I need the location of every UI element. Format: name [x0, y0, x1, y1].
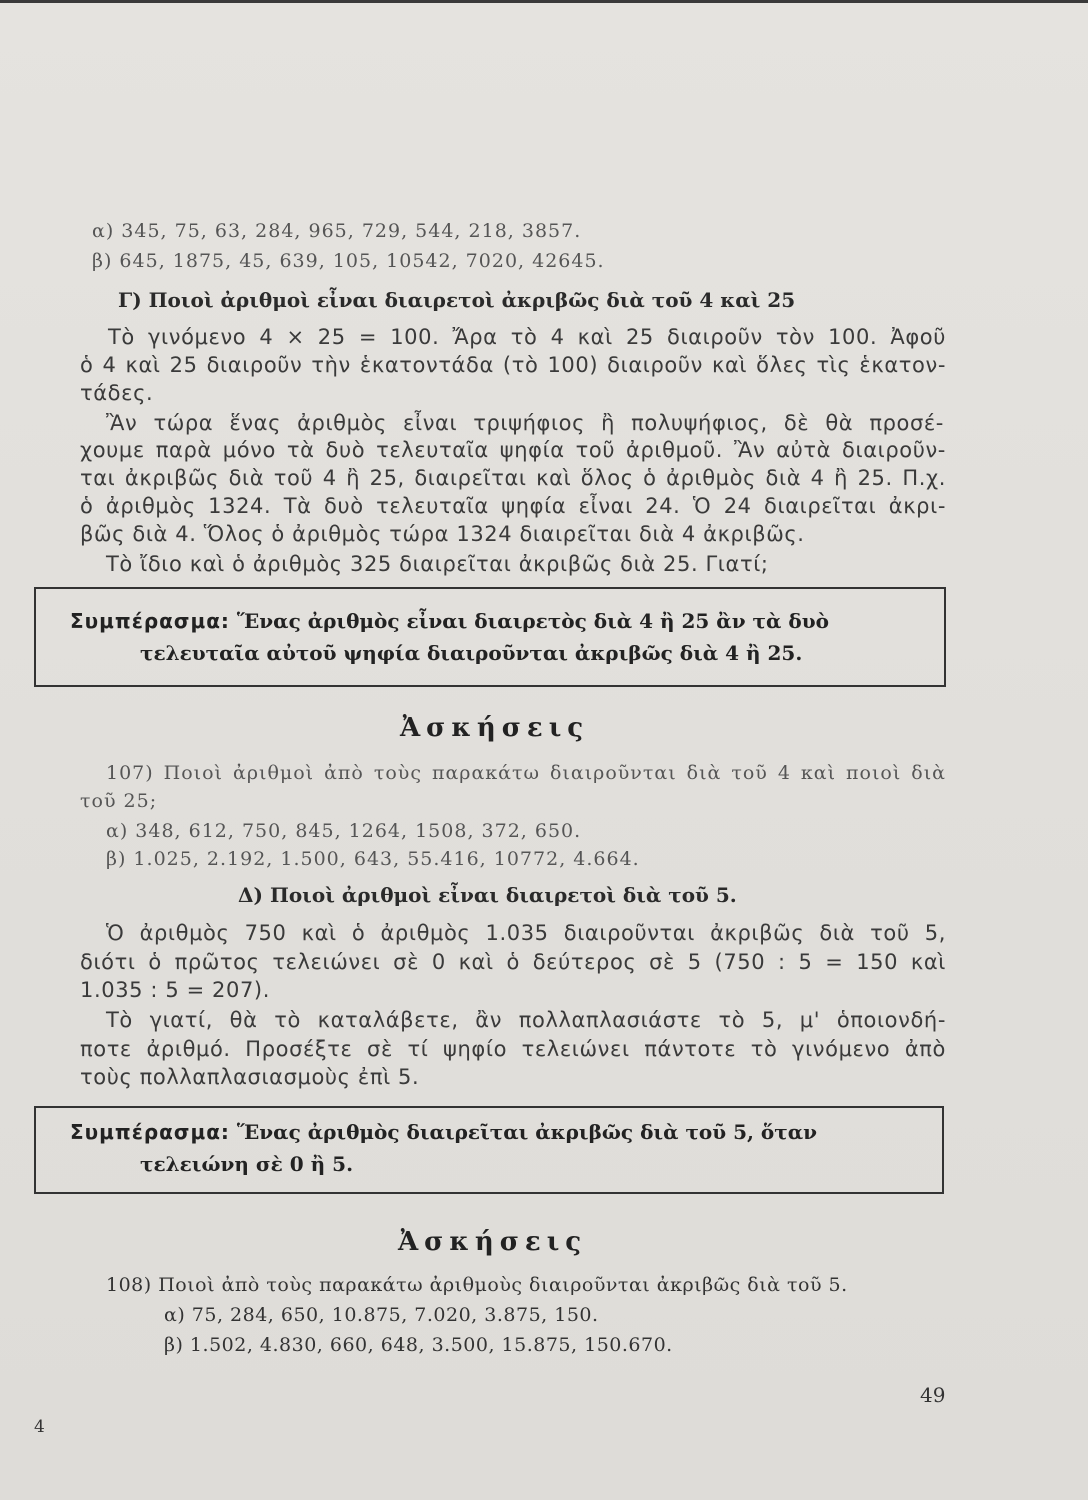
section-g-p2-line1: Ἂν τώρα ἕνας ἀριθμὸς εἶναι τριψήφιος ἢ πολυψήφιος, δὲ θὰ προσέ- [106, 411, 944, 435]
exercise-108-question: 108) Ποιοὶ ἀπὸ τοὺς παρακάτω ἀριθμοὺς διαιροῦνται ἀκριβῶς διὰ τοῦ 5. [106, 1274, 848, 1296]
conclusion-g-text1: Ἕνας ἀριθμὸς εἶναι διαιρετὸς διὰ 4 ἢ 25 ἂν τὰ δυὸ [236, 609, 829, 633]
section-d-p2-line3: τοὺς πολλαπλασιασμοὺς ἐπὶ 5. [80, 1065, 420, 1089]
exercise-107-a: α) 348, 612, 750, 845, 1264, 1508, 372, 650. [106, 820, 582, 842]
list-line-a: α) 345, 75, 63, 284, 965, 729, 544, 218, 3857. [92, 220, 582, 242]
section-d-p2-line1: Τὸ γιατί, θὰ τὸ καταλάβετε, ἂν πολλαπλασιάστε τὸ 5, μ' ὁποιονδή- [106, 1008, 946, 1032]
section-g-p2-line5: βῶς διὰ 4. Ὅλος ὁ ἀριθμὸς τώρα 1324 διαιρεῖται διὰ 4 ἀκριβῶς. [80, 522, 805, 546]
section-d-p2-line2: ποτε ἀριθμό. Προσέξτε σὲ τί ψηφίο τελειώνει πάντοτε τὸ γινόμενο ἀπὸ [80, 1037, 946, 1061]
section-g-p2-line2: χουμε παρὰ μόνο τὰ δυὸ τελευταῖα ψηφία τοῦ ἀριθμοῦ. Ἂν αὐτὰ διαιροῦν- [80, 438, 946, 462]
exercise-107-b: β) 1.025, 2.192, 1.500, 643, 55.416, 10772, 4.664. [106, 848, 640, 870]
section-d-p1-line3: 1.035 : 5 = 207). [80, 978, 271, 1002]
conclusion-d-line2: τελειώνη σὲ 0 ἢ 5. [140, 1152, 354, 1176]
conclusion-d-label: Συμπέρασμα: [70, 1120, 230, 1144]
exercise-108-b: β) 1.502, 4.830, 660, 648, 3.500, 15.875, 150.670. [164, 1334, 673, 1356]
conclusion-box-d [34, 1106, 944, 1194]
conclusion-g-label: Συμπέρασμα: [70, 609, 230, 633]
exercise-107-line1: 107) Ποιοὶ ἀριθμοὶ ἀπὸ τοὺς παρακάτω διαιροῦνται διὰ τοῦ 4 καὶ ποιοὶ διὰ [106, 762, 946, 784]
section-g-p2-line3: ται ἀκριβῶς διὰ τοῦ 4 ἢ 25, διαιρεῖται καὶ ὅλος ὁ ἀριθμὸς διὰ 4 ἢ 25. Π.χ. [80, 466, 946, 490]
section-g-p1-line3: τάδες. [80, 381, 154, 405]
list-line-b: β) 645, 1875, 45, 639, 105, 10542, 7020, 42645. [92, 250, 605, 272]
exercises-title-2: Ἀσκήσεις [398, 1227, 588, 1257]
exercise-107-line2: τοῦ 25; [80, 790, 158, 812]
conclusion-g-line2: τελευταῖα αὐτοῦ ψηφία διαιροῦνται ἀκριβῶς διὰ 4 ἢ 25. [140, 641, 803, 665]
section-g-p1-line2: ὁ 4 καὶ 25 διαιροῦν τὴν ἑκατοντάδα (τὸ 100) διαιροῦν καὶ ὅλες τὶς ἑκατον- [80, 353, 946, 377]
section-d-p1-line1: Ὁ ἀριθμὸς 750 καὶ ὁ ἀριθμὸς 1.035 διαιροῦνται ἀκριβῶς διὰ τοῦ 5, [106, 921, 946, 945]
page-number: 49 [920, 1383, 946, 1407]
conclusion-d-text1: Ἕνας ἀριθμὸς διαιρεῖται ἀκριβῶς διὰ τοῦ 5, ὅταν [236, 1120, 817, 1144]
exercise-108-a: α) 75, 284, 650, 10.875, 7.020, 3.875, 150. [164, 1304, 599, 1326]
section-d-heading: Δ) Ποιοὶ ἀριθμοὶ εἶναι διαιρετοὶ διὰ τοῦ 5. [238, 883, 737, 907]
section-g-p3: Τὸ ἴδιο καὶ ὁ ἀριθμὸς 325 διαιρεῖται ἀκριβῶς διὰ 25. Γιατί; [106, 552, 769, 576]
signature-mark: 4 [34, 1417, 45, 1437]
section-d-p1-line2: διότι ὁ πρῶτος τελειώνει σὲ 0 καὶ ὁ δεύτερος σὲ 5 (750 : 5 = 150 καὶ [80, 950, 946, 974]
section-g-p2-line4: ὁ ἀριθμὸς 1324. Τὰ δυὸ τελευταῖα ψηφία εἶναι 24. Ὁ 24 διαιρεῖται ἀκρι- [80, 494, 946, 518]
conclusion-box-g [34, 587, 946, 687]
section-g-heading: Γ) Ποιοὶ ἀριθμοὶ εἶναι διαιρετοὶ ἀκριβῶς διὰ τοῦ 4 καὶ 25 [118, 288, 796, 312]
conclusion-g-line1 [70, 609, 829, 633]
exercises-title-1: Ἀσκήσεις [400, 713, 590, 743]
section-g-p1-line1: Τὸ γινόμενο 4 × 25 = 100. Ἄρα τὸ 4 καὶ 25 διαιροῦν τὸν 100. Ἀφοῦ [108, 325, 946, 349]
conclusion-d-line1 [70, 1120, 817, 1144]
